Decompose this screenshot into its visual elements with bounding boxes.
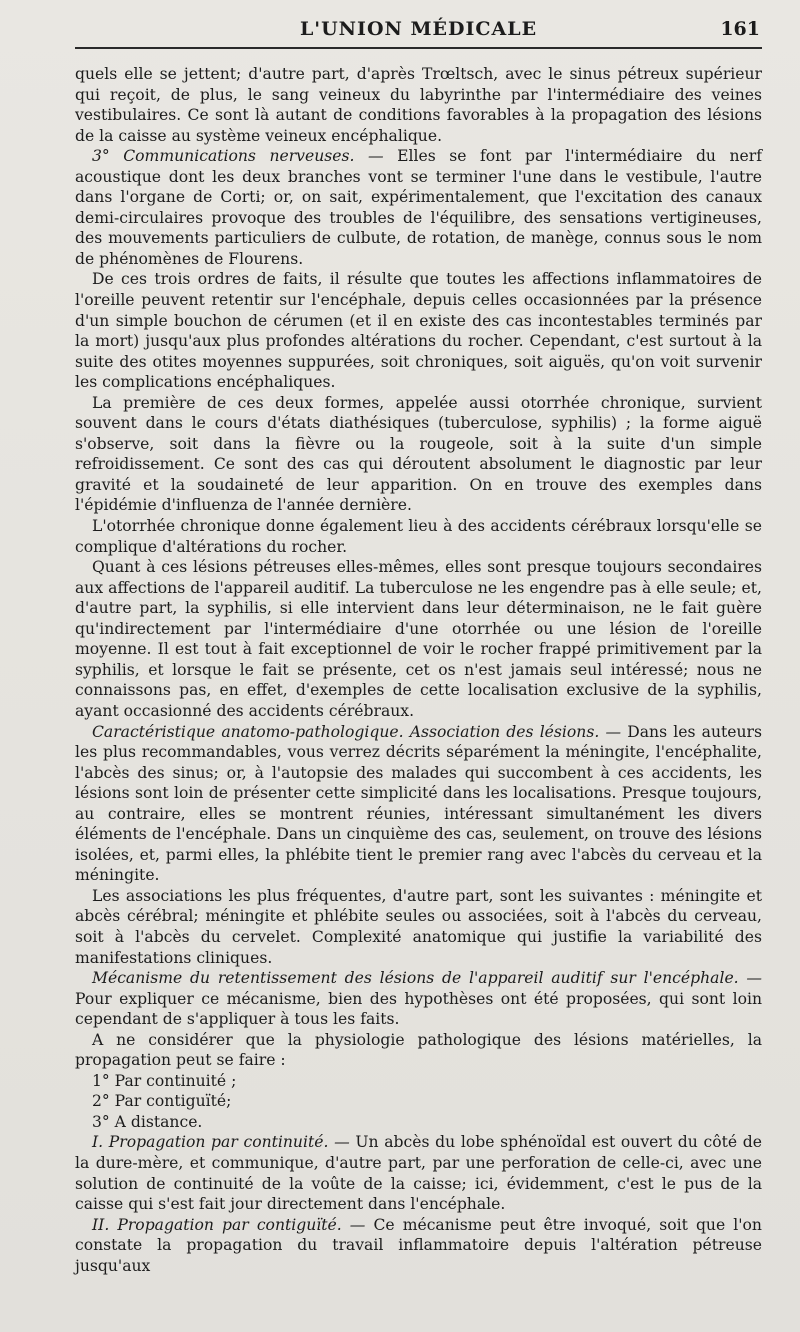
paragraph: II. Propagation par contiguïté. — Ce mécanisme peut être invoqué, soit que l'on constate la propagation du travail inflammatoire depuis l'altération pétreuse jusqu'aux	[75, 1215, 762, 1275]
paragraph: A ne considérer que la physiologie pathologique des lésions matérielles, la propagation peut se faire :	[75, 1030, 762, 1070]
paragraph: 3° Communications nerveuses. — Elles se font par l'intermédiaire du nerf acoustique dont les deux branches vont se terminer l'une dans le vestibule, l'autre dans l'organe de Corti; or, on sait, expérimentalement, que l'excitation des canaux demi-circulaires provoque des troubles de l'équilibre, des sensations vertigineuses, des mouvements particuliers de culbute, de rotation, de manège, connus sous le nom de phénomènes de Flourens.	[75, 147, 762, 268]
section-heading: 3° Communications nerveuses. —	[92, 147, 384, 166]
section-heading: II. Propagation par contiguïté. —	[92, 1215, 366, 1234]
list-item: 3° A distance.	[92, 1112, 203, 1131]
paragraph: La première de ces deux formes, appelée aussi otorrhée chronique, survient souvent dans le cours d'états diathésiques (tuberculose, syphilis) ; la forme aiguë s'observe, soit dans la fièvre ou la rougeole, soit à la suite d'un simple refroidissement. Ce sont des cas qui déroutent absolument le diagnostic par leur gravité et la soudaineté de leur apparition. On en trouve des exemples dans l'épidémie d'influenza de l'année dernière.	[75, 393, 762, 515]
paragraph: L'otorrhée chronique donne également lieu à des accidents cérébraux lorsqu'elle se complique d'altérations du rocher.	[75, 517, 762, 556]
list-item: 2° Par contiguïté;	[92, 1092, 232, 1111]
section-heading: Mécanisme du retentissement des lésions de l'appareil auditif sur l'encéphale. —	[92, 969, 762, 988]
list-item: 1° Par continuité ;	[92, 1071, 237, 1090]
paragraph: Quant à ces lésions pétreuses elles-mêmes, elles sont presque toujours secondaires aux affections de l'appareil auditif. La tuberculose ne les engendre pas à elle seule; et, d'autre part, la syphilis, si elle intervient dans leur déterminaison, ne le fait guère qu'indirectement par l'intermédiaire d'une otorrhée ou une lésion de l'oreille moyenne. Il est tout à fait exceptionnel de voir le rocher frappé primitivement par la syphilis, et lorsque le fait se présente, cet os n'est jamais seul intéressé; nous ne connaissons pas, en effet, d'exemples de cette localisation exclusive de la syphilis, ayant occasionné des accidents cérébraux.	[75, 558, 762, 720]
paragraph: Caractéristique anatomo-pathologique. Association des lésions. — Dans les auteurs les plus recommandables, vous verrez décrits séparément la méningite, l'encéphalite, l'abcès des sinus; or, à l'autopsie des malades qui succombent à ces accidents, les lésions sont loin de présenter cette simplicité dans les localisations. Presque toujours, au contraire, elles se montrent réunies, intéressant simultanément les divers éléments de l'encéphale. Dans un cinquième des cas, seulement, on trouve des lésions isolées, et, parmi elles, la phlébite tient le premier rang avec l'abcès du cerveau et la méningite.	[75, 722, 762, 885]
section-heading: I. Propagation par continuité. —	[92, 1133, 350, 1152]
section-heading: Caractéristique anatomo-pathologique. Association des lésions. —	[92, 722, 622, 741]
paragraph: De ces trois ordres de faits, il résulte que toutes les affections inflammatoires de l'oreille peuvent retentir sur l'encéphale, depuis celles occasionnées par la présence d'un simple bouchon de cérumen (et il en existe des cas incontestables terminés par la mort) jusqu'aux plus profondes altérations du rocher. Cependant, c'est surtout à la suite des otites moyennes suppurées, soit chroniques, soit aiguës, qu'on voit survenir les complications encéphaliques.	[75, 270, 762, 392]
paragraph: Mécanisme du retentissement des lésions de l'appareil auditif sur l'encéphale. — Pour expliquer ce mécanisme, bien des hypothèses ont été proposées, qui sont loin cependant de s'appliquer à tous les faits.	[75, 969, 762, 1029]
paragraph: Les associations les plus fréquentes, d'autre part, sont les suivantes : méningite et abcès cérébral; méningite et phlébite seules ou associées, soit à l'abcès du cerveau, soit à l'abcès du cervelet. Complexité anatomique qui justifie la variabilité des manifestations cliniques.	[75, 886, 762, 967]
page-header	[75, 0, 762, 50]
header-rule	[75, 47, 762, 49]
page-number: 161	[720, 18, 760, 40]
body-text	[75, 50, 762, 1276]
paragraph: quels elle se jettent; d'autre part, d'après Trœltsch, avec le sinus pétreux supérieur qui reçoit, de plus, le sang veineux du labyrinthe par l'intermédiaire des veines vestibulaires. Ce sont là autant de conditions favorables à la propagation des lésions de la caisse au système veineux encéphalique.	[75, 65, 762, 145]
paragraph: I. Propagation par continuité. — Un abcès du lobe sphénoïdal est ouvert du côté de la dure-mère, et communique, d'autre part, par une perforation de celle-ci, avec une solution de continuité de la voûte de la caisse; ici, évidemment, c'est le pus de la caisse qui s'est fait jour directement dans l'encéphale.	[75, 1133, 762, 1214]
running-title: L'UNION MÉDICALE	[299, 18, 538, 40]
